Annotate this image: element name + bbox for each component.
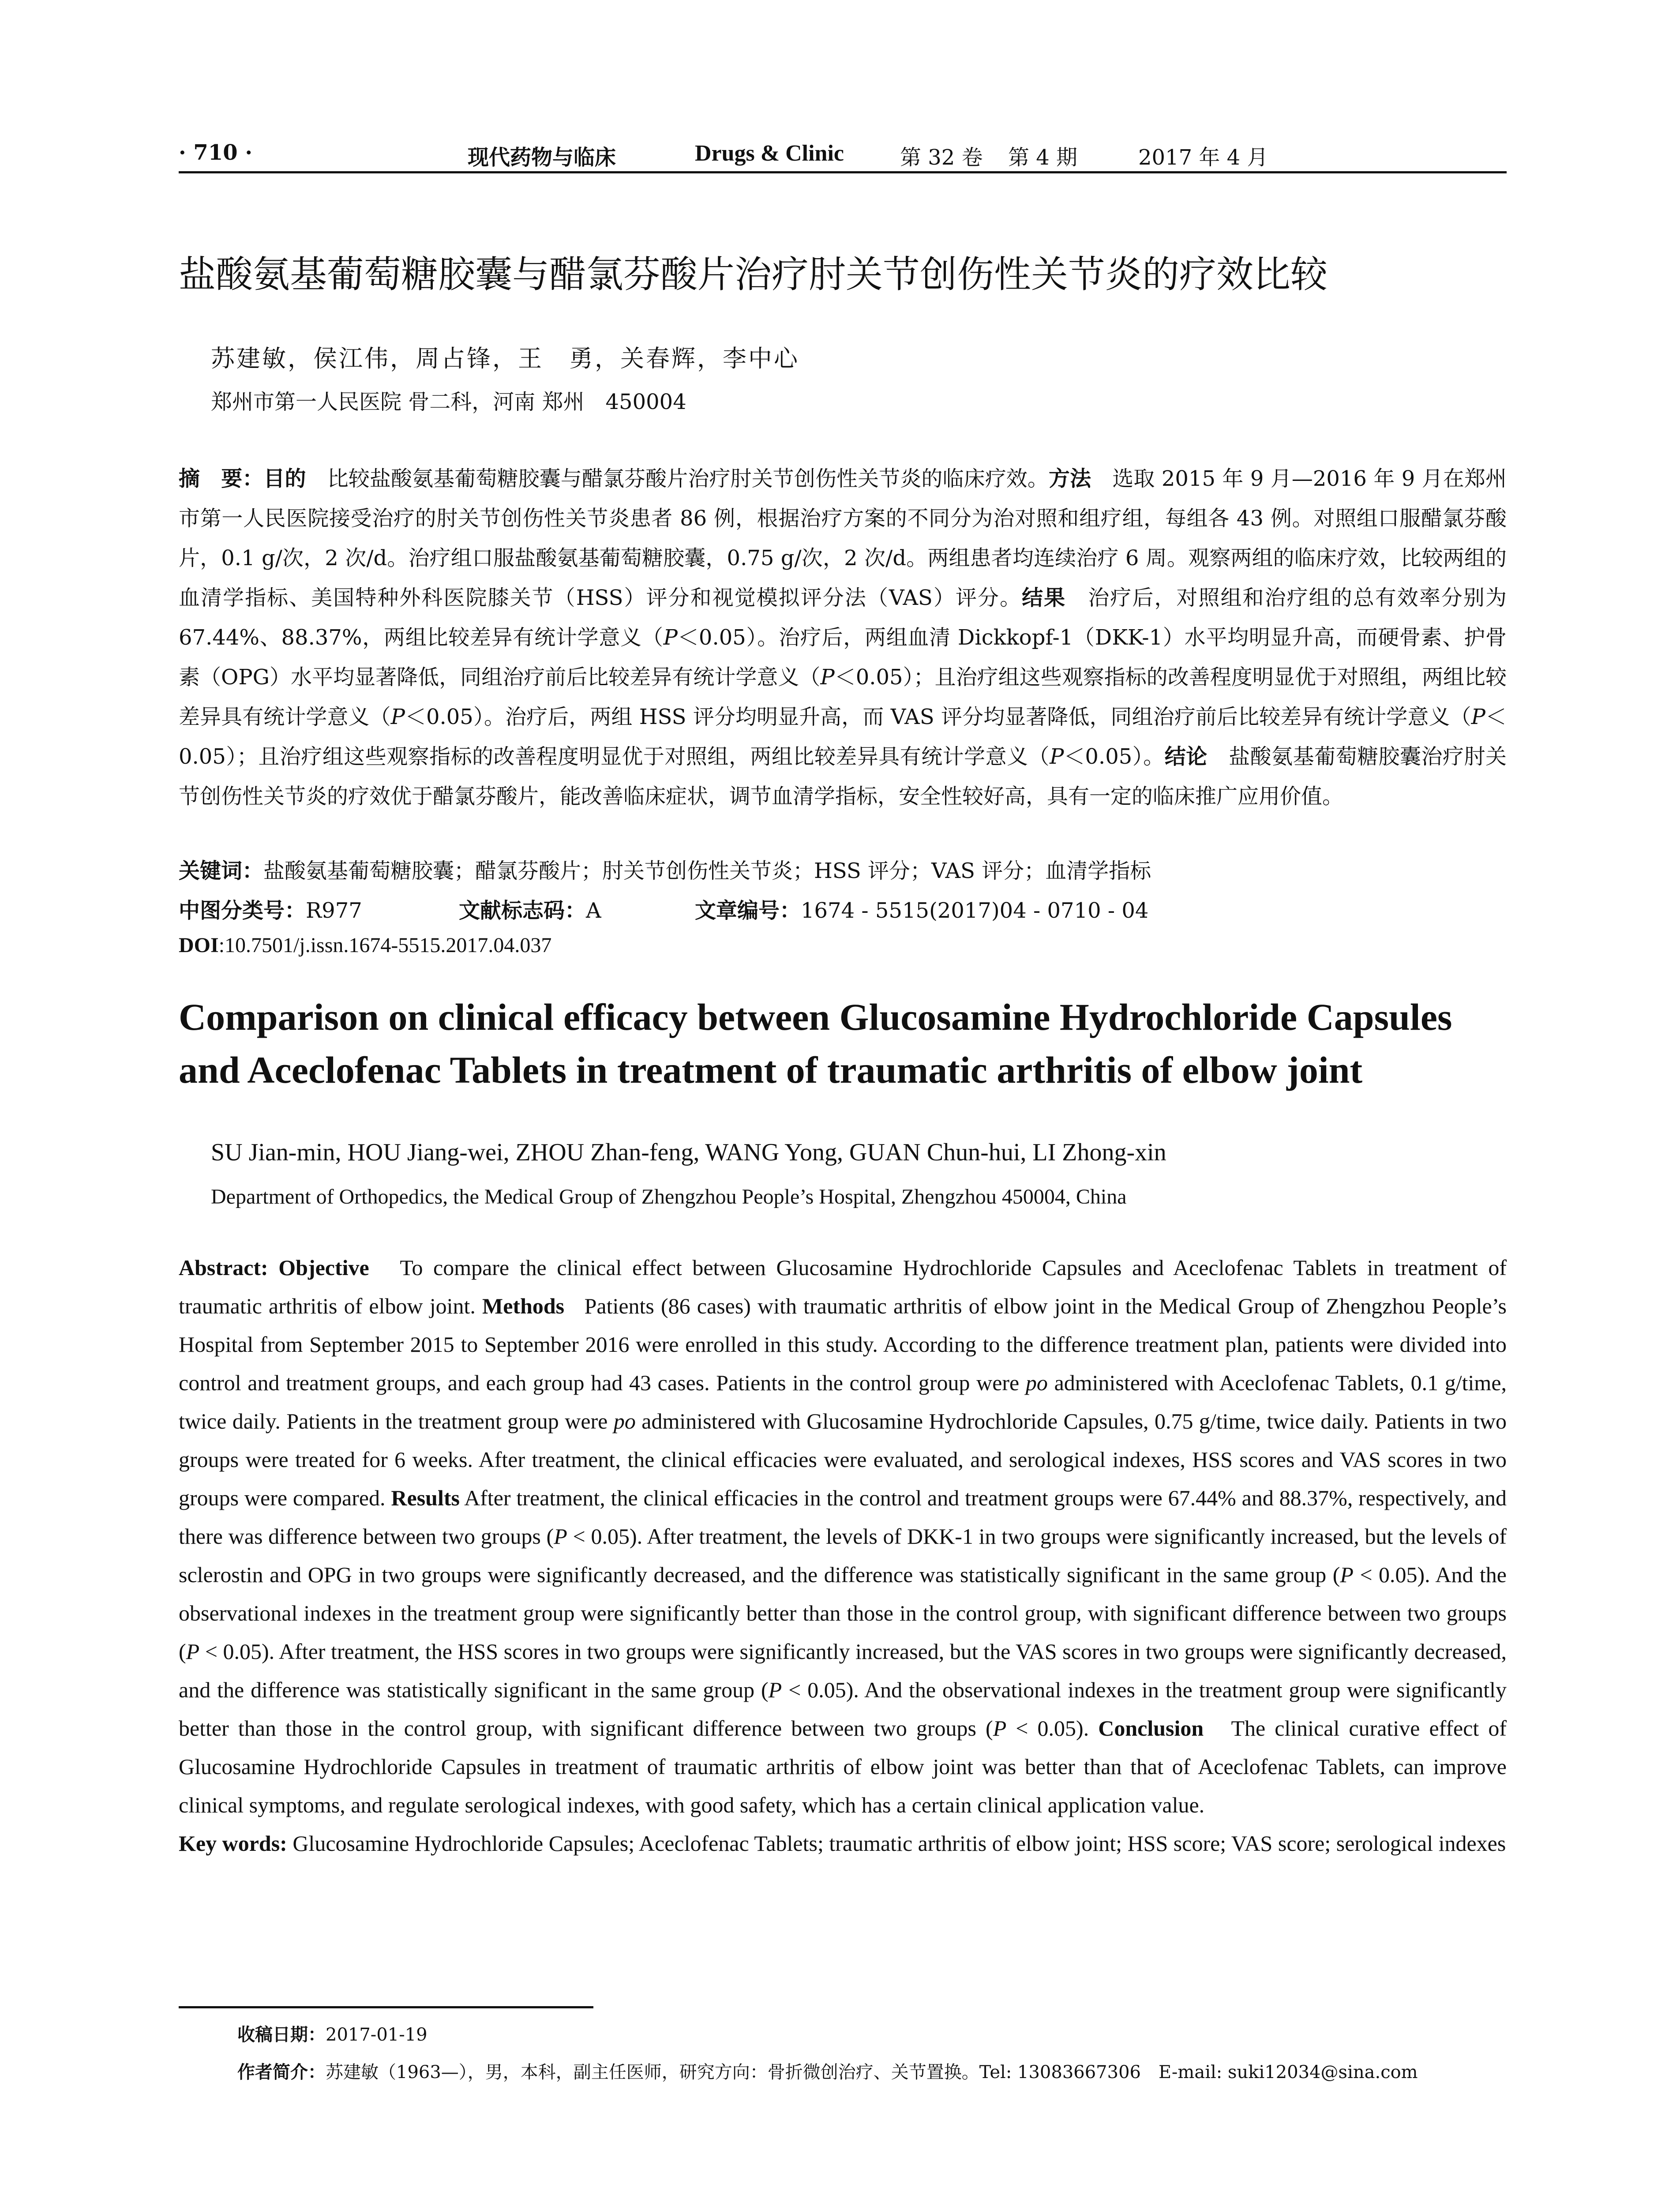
received-label: 收稿日期： [237, 2025, 326, 2045]
abstract-cn [179, 459, 1507, 816]
conclusion-cn: 盐酸氨基葡萄糖胶囊治疗肘关节创伤性关节炎的疗效优于醋氯芬酸片，能改善临床症状，调节血清学指标，安全性较好高，具有一定的临床推广应用价值。 [179, 744, 1507, 809]
objective-cn: 比较盐酸氨基葡萄糖胶囊与醋氯芬酸片治疗肘关节创伤性关节炎的临床疗效。 [327, 466, 1049, 491]
methods-en: administered with Aceclofenac Tablets, 0.1 g/time, twice daily. Patients in the treatment group were [179, 1370, 1507, 1433]
paper-title-cn: 盐酸氨基葡萄糖胶囊与醋氯芬酸片治疗肘关节创伤性关节炎的疗效比较 [179, 253, 1328, 296]
results-cn: ＜0.05）；且治疗组这些观察指标的改善程度明显优于对照组，两组比较差异具有统计学意义（ [179, 665, 1507, 729]
keywords-text-en: Glucosamine Hydrochloride Capsules; Aceclofenac Tablets; traumatic arthritis of elbow joint; HSS score; VAS score; serological indexes [292, 1831, 1506, 1856]
objective-label-en: Objective [278, 1255, 369, 1280]
authors-cn: 苏建敏，侯江伟，周占锋，王 勇，关春辉，李中心 [211, 345, 799, 372]
paper-title-en: Comparison on clinical efficacy between Glucosamine Hydrochloride Capsules and Aceclofenac Tablets in treatment of traumatic arthritis of elbow joint [179, 996, 1452, 1091]
results-label-en: Results [391, 1486, 460, 1510]
methods-label-en: Methods [482, 1294, 565, 1318]
p-symbol: P [1340, 1562, 1354, 1587]
p-symbol: P [1050, 744, 1064, 769]
doi-row [179, 933, 551, 957]
p-symbol: P [554, 1524, 567, 1549]
results-en: After treatment, the clinical efficacies in the control and treatment groups were 67.44% and 88.37%, respectively, and there was difference between two groups ( [179, 1486, 1507, 1549]
keywords-label-cn: 关键词： [179, 859, 264, 883]
journal-name-en: Drugs & Clinic [695, 141, 844, 166]
abstract-label-cn: 摘 要： [179, 466, 264, 491]
author-bio [237, 2058, 1418, 2083]
issue-date: 2017 年 4 月 [1138, 145, 1268, 170]
p-symbol: P [768, 1677, 782, 1702]
p-symbol: P [1471, 705, 1485, 729]
conclusion-en: The clinical curative effect of Glucosamine Hydrochloride Capsules in treatment of traumatic arthritis of elbow joint was better than that of Aceclofenac Tablets, can improve clinical symptoms, and regulate serological indexes, with good safety, which has a certain clinical application value. [179, 1716, 1507, 1817]
results-cn: ＜0.05）。 [1064, 744, 1165, 769]
methods-cn: 选取 2015 年 9 月—2016 年 9 月在郑州市第一人民医院接受治疗的肘关节创伤性关节炎患者 86 例，根据治疗方案的不同分为治对照和组疗组，每组各 43 例。对照组口服醋氯芬酸片，0.1 g/次，2 次/d。治疗组口服盐酸氨基葡萄糖胶囊，0.75 g/次，2 次/d。两组患者均连续治疗 6 周。观察两组的临床疗效，比较两组的血清学指标、美国特种外科医院膝关节（HSS）评分和视觉模拟评分法（VAS）评分。 [179, 466, 1507, 610]
running-header [179, 140, 1507, 173]
journal-name-cn: 现代药物与临床 [468, 145, 616, 170]
results-en: < 0.05). And the observational indexes in the treatment group were significantly better than those in the control group, with significant difference between two groups ( [179, 1562, 1507, 1664]
results-cn: ＜0.05）；且治疗组这些观察指标的改善程度明显优于对照组，两组比较差异具有统计学意义（ [179, 705, 1507, 769]
clc-value: R977 [306, 898, 362, 923]
results-cn: 治疗后，对照组和治疗组的总有效率分别为 67.44%、88.37%，两组比较差异有统计学意义（ [179, 585, 1507, 650]
results-en: < 0.05). And the observational indexes in the treatment group were significantly better than those in the control group, with significant difference between two groups ( [179, 1677, 1507, 1741]
authors-en: SU Jian-min, HOU Jiang-wei, ZHOU Zhan-feng, WANG Yong, GUAN Chun-hui, LI Zhong-xin [211, 1139, 1166, 1166]
results-cn: ＜0.05）。治疗后，两组血清 Dickkopf-1（DKK-1）水平均明显升高，而硬骨素、护骨素（OPG）水平均显著降低，同组治疗前后比较差异有统计学意义（ [179, 625, 1507, 690]
doc-code-value: A [586, 898, 601, 923]
results-en: < 0.05). After treatment, the levels of DKK-1 in two groups were significantly increased, but the levels of sclerostin and OPG in two groups were significantly decreased, and the difference was statistically significant in the same group ( [179, 1524, 1507, 1587]
p-symbol: P [820, 665, 835, 690]
objective-label-cn: 目的 [263, 466, 306, 491]
affiliation-cn: 郑州市第一人民医院 骨二科，河南 郑州 450004 [211, 390, 686, 414]
footnote-divider [179, 2006, 593, 2008]
results-cn: ＜0.05）。治疗后，两组 HSS 评分均明显升高，而 VAS 评分均显著降低，同组治疗前后比较差异有统计学意义（ [405, 705, 1471, 729]
keywords-label-en: Key words: [179, 1831, 287, 1856]
results-label-cn: 结果 [1022, 585, 1066, 610]
keywords-cn [179, 854, 1151, 884]
po-term: po [1025, 1370, 1048, 1395]
volume: 第 32 卷 [900, 145, 983, 170]
p-symbol: P [390, 705, 405, 729]
doi-value: :10.7501/j.issn.1674-5515.2017.04.037 [218, 934, 552, 957]
po-term: po [613, 1409, 636, 1433]
abstract-en [179, 1249, 1507, 1863]
author-bio-label: 作者简介： [237, 2062, 326, 2082]
doc-code-label: 文献标志码： [459, 898, 586, 923]
results-en: < 0.05). [1006, 1716, 1089, 1741]
page-number: · 710 · [179, 140, 253, 165]
classification-row [179, 893, 1149, 924]
received-date [237, 2021, 428, 2046]
issue: 第 4 期 [1008, 145, 1078, 170]
author-bio-text: 苏建敏（1963—），男，本科，副主任医师，研究方向：骨折微创治疗、关节置换。Tel: 13083667306 E-mail: suki12034@sina.com [326, 2062, 1418, 2082]
article-no-label: 文章编号： [695, 898, 801, 923]
affiliation-en: Department of Orthopedics, the Medical Group of Zhengzhou People’s Hospital, Zhengzhou 450004, China [211, 1185, 1127, 1208]
doi-label: DOI [179, 934, 219, 957]
results-en: < 0.05). After treatment, the HSS scores in two groups were significantly increased, but the VAS scores in two groups were significantly decreased, and the difference was statistically significant in the same group ( [179, 1639, 1507, 1702]
methods-label-cn: 方法 [1049, 466, 1091, 491]
p-symbol: P [186, 1639, 200, 1664]
article-no-value: 1674 - 5515(2017)04 - 0710 - 04 [801, 898, 1149, 923]
methods-en: Patients (86 cases) with traumatic arthritis of elbow joint in the Medical Group of Zhengzhou People’s Hospital from September 2015 to September 2016 were enrolled in this study. According to the difference treatment plan, patients were divided into control and treatment groups, and each group had 43 cases. Patients in the control group were [179, 1294, 1507, 1395]
abstract-label-en: Abstract: [179, 1255, 268, 1280]
conclusion-label-en: Conclusion [1098, 1716, 1204, 1741]
objective-en: To compare the clinical effect between Glucosamine Hydrochloride Capsules and Aceclofenac Tablets in treatment of traumatic arthritis of elbow joint. [179, 1255, 1507, 1318]
received-value: 2017-01-19 [326, 2025, 428, 2045]
p-symbol: P [663, 625, 678, 650]
methods-en: administered with Glucosamine Hydrochloride Capsules, 0.75 g/time, twice daily. Patients in two groups were treated for 6 weeks. After treatment, the clinical efficacies were evaluated, and serological indexes, HSS scores and VAS scores in two groups were compared. [179, 1409, 1507, 1510]
p-symbol: P [993, 1716, 1007, 1741]
clc-label: 中图分类号： [179, 898, 306, 923]
conclusion-label-cn: 结论 [1164, 744, 1208, 769]
keywords-text-cn: 盐酸氨基葡萄糖胶囊；醋氯芬酸片；肘关节创伤性关节炎；HSS 评分；VAS 评分；血清学指标 [263, 859, 1151, 883]
